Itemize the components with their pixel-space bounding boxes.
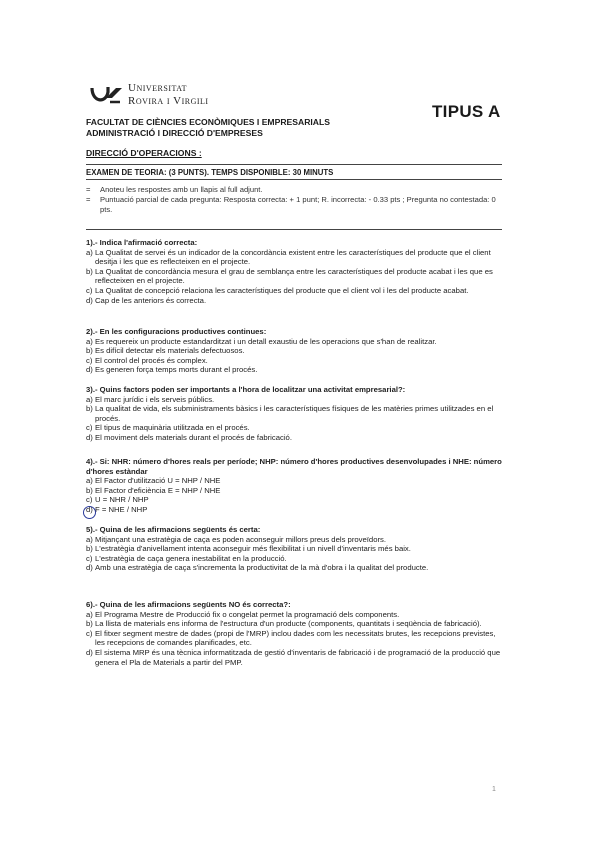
university-line2: Rovira i Virgili: [128, 95, 209, 107]
program-name: ADMINISTRACIÓ I DIRECCIÓ D'EMPRESES: [86, 128, 263, 138]
subject-title: DIRECCIÓ D'OPERACIONS :: [86, 148, 202, 158]
option-letter: a): [86, 476, 93, 486]
option-text: El marc jurídic i els serveis públics.: [95, 394, 215, 404]
option-text: Mitjançant una estratègia de caça es poden aconseguir millors preus dels proveïdors.: [95, 534, 387, 544]
exam-info: EXAMEN DE TEORIA: (3 PUNTS). TEMPS DISPONIBLE: 30 MINUTS: [86, 168, 334, 177]
option-letter: b): [86, 346, 93, 356]
question-title: 2).- En les configuracions productives continues:: [86, 327, 267, 336]
option: [86, 619, 502, 629]
option-letter: b): [86, 485, 93, 495]
instruction-text: Puntuació parcial de cada pregunta: Resposta correcta: + 1 punt; R. incorrecta: - 0.33 pts ; Pregunta no contestada: 0 pts.: [100, 195, 496, 214]
university-name: [128, 82, 209, 108]
question-5: [86, 525, 502, 573]
option: [86, 296, 502, 306]
option: [86, 563, 502, 573]
option: [86, 505, 502, 515]
option-text: Es generen força temps morts durant el procés.: [95, 365, 258, 375]
option-text: La Qualitat de servei és un indicador de la concordància existent entre les característiques del producte que el client desitja i les que es reflecteixen en el projecte.: [95, 247, 491, 267]
option: [86, 395, 502, 405]
question-2: [86, 327, 502, 375]
instruction-text: Anoteu les respostes amb un llapis al full adjunt.: [100, 185, 263, 194]
option-letter: d): [86, 365, 93, 375]
divider-top: [86, 164, 502, 165]
option: [86, 495, 502, 505]
instruction-marker: =: [86, 195, 91, 204]
option: [86, 267, 502, 286]
option-text: El moviment dels materials durant el procés de fabricació.: [95, 432, 292, 442]
question-title: 6).- Quina de les afirmacions següents NO és correcta?:: [86, 600, 291, 609]
option-letter: c): [86, 355, 93, 365]
option-letter: a): [86, 534, 93, 544]
option-text: El Factor d'eficiència E = NHP / NHE: [95, 485, 221, 495]
question-6: [86, 600, 502, 667]
option-letter: a): [86, 394, 93, 404]
option: [86, 346, 502, 356]
question-4: [86, 457, 502, 515]
urv-logo-icon: [90, 84, 124, 108]
option: [86, 337, 502, 347]
university-logo: [90, 82, 250, 112]
question-1: [86, 238, 502, 305]
option-text: La Qualitat de concordància mesura el grau de semblança entre les característiques del producte acabat i les que es reflecteixen en el projecte.: [95, 266, 493, 286]
instructions: [86, 185, 502, 215]
option-letter: a): [86, 247, 93, 257]
question-title: 4).- Si: NHR: número d'hores reals per període; NHP: número d'hores productives desenvolupades i NHE: número d'hores estàndar: [86, 457, 502, 476]
option-text: El control del procés és complex.: [95, 355, 208, 365]
option-text: La Qualitat de concepció relaciona les característiques del producte que el client vol i les del producte acabat.: [95, 285, 469, 295]
option-letter: d): [86, 563, 93, 573]
question-title: 3).- Quins factors poden ser importants a l'hora de localitzar una activitat empresarial?:: [86, 385, 406, 394]
option-text: El fitxer segment mestre de dades (propi de l'MRP) inclou dades com les necessitats brutes, les recepcions previstes, les recepcions de comandes planificades, etc.: [95, 628, 496, 648]
instruction-item: [86, 195, 502, 215]
option-text: La qualitat de vida, els subministraments bàsics i les característiques físiques de les matèries primes utilitzades en el procés.: [95, 404, 494, 423]
divider-exam: [86, 179, 502, 180]
option-letter: b): [86, 619, 93, 629]
answer-circle-mark: [83, 506, 96, 519]
option-letter: a): [86, 336, 93, 346]
option-text: El tipus de maquinària utilitzada en el procés.: [95, 423, 250, 433]
option-letter: c): [86, 423, 93, 433]
option-text: El Factor d'utilització U = NHP / NHE: [95, 476, 221, 486]
option: [86, 610, 502, 620]
option-text: El sistema MRP és una tècnica informatitzada de gestió d'inventaris de fabricació i de programació de la producció que genera el Pla de Materials a partir del PMP.: [95, 647, 501, 667]
option: [86, 648, 502, 667]
option: [86, 544, 502, 554]
option: [86, 365, 502, 375]
option-text: El Programa Mestre de Producció fix o congelat permet la programació dels components.: [95, 609, 400, 619]
option: [86, 629, 502, 648]
option: [86, 248, 502, 267]
option-text: F = NHE / NHP: [95, 504, 148, 514]
option: [86, 535, 502, 545]
option: [86, 433, 502, 443]
option-text: L'estratègia d'anivellament intenta aconseguir més flexibilitat i un nivell d'inventaris més baix.: [95, 544, 411, 554]
option-letter: c): [86, 495, 93, 505]
option: [86, 423, 502, 433]
option-letter: c): [86, 553, 93, 563]
option: [86, 554, 502, 564]
option: [86, 486, 502, 496]
option-letter: b): [86, 266, 93, 276]
divider-instructions: [86, 229, 502, 230]
option-letter: d): [86, 295, 93, 305]
option-letter: a): [86, 609, 93, 619]
option-text: U = NHR / NHP: [95, 495, 149, 505]
option-text: Amb una estratègia de caça s'incrementa la productivitat de la mà d'obra i la qualitat del producte.: [95, 563, 429, 573]
option-letter: b): [86, 404, 93, 414]
option-text: Cap de les anteriors és correcta.: [95, 295, 207, 305]
option: [86, 356, 502, 366]
option-letter: d): [86, 504, 93, 514]
faculty-block: [86, 117, 330, 139]
instruction-marker: =: [86, 185, 91, 194]
page-number: 1: [492, 786, 496, 793]
option-letter: d): [86, 432, 93, 442]
exam-type: TIPUS A: [432, 102, 501, 121]
question-title: 5).- Quina de les afirmacions següents és certa:: [86, 525, 261, 534]
option-text: L'estratègia de caça genera inestabilitat en la producció.: [95, 553, 287, 563]
option-letter: c): [86, 285, 93, 295]
option-letter: c): [86, 628, 93, 638]
faculty-name: FACULTAT DE CIÈNCIES ECONÒMIQUES I EMPRESARIALS: [86, 117, 330, 127]
option: [86, 476, 502, 486]
university-line1: Universitat: [128, 82, 188, 94]
instruction-item: [86, 185, 502, 195]
option: [86, 286, 502, 296]
option: [86, 404, 502, 423]
question-3: [86, 385, 502, 443]
question-title: 1).- Indica l'afirmació correcta:: [86, 238, 198, 247]
option-letter: d): [86, 647, 93, 657]
option-text: La llista de materials ens informa de l'estructura d'un producte (components, quantitats i seqüència de fabricació).: [95, 619, 482, 629]
option-text: Es requereix un producte estandarditzat i un detall exaustiu de les operacions que s'han de realitzar.: [95, 336, 437, 346]
option-text: Es difícil detectar els materials defectuosos.: [95, 346, 245, 356]
option-letter: b): [86, 544, 93, 554]
